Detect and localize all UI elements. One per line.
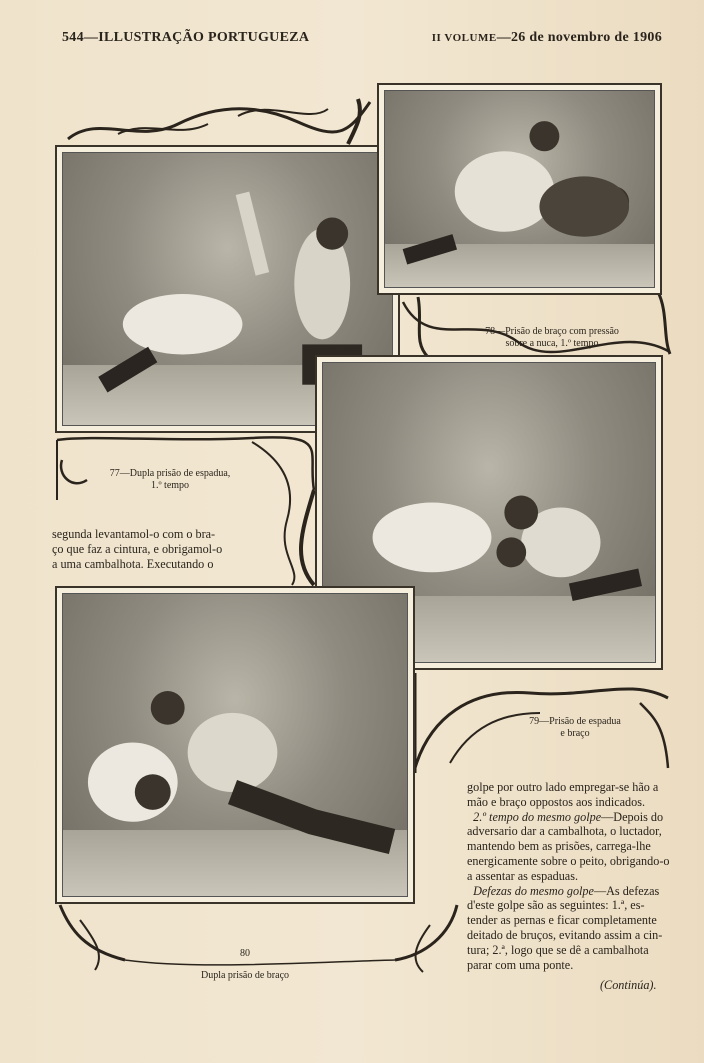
caption-79-line2: e braço: [560, 728, 590, 739]
body-fragment: —Depois do: [601, 809, 664, 824]
body-line: a assentar as espaduas.: [467, 868, 578, 883]
body-line: segunda levantamol-o com o bra-: [52, 527, 216, 541]
body-line: d'este golpe são as seguintes: 1.ª, es-: [467, 898, 645, 913]
body-line: a uma cambalhota. Executando o: [52, 556, 214, 571]
caption-80: Dupla prisão de braço: [200, 970, 290, 981]
body-line: golpe por outro lado empregar-se hão a: [467, 780, 659, 794]
caption-79-line1: 79—Prisão de espadua: [529, 716, 621, 727]
wrestlers-figure-icon: [63, 594, 407, 896]
body-text-left: [52, 527, 260, 571]
caption-77-line1: 77—Dupla prisão de espadua,: [109, 468, 231, 479]
issue-date: —26 de novembro de 1906: [496, 30, 662, 45]
body-line: tender as pernas e ficar completamente: [467, 913, 657, 928]
caption-78-line2: sobre a nuca, 1.º tempo: [505, 338, 599, 349]
caption-78: [452, 326, 652, 350]
body-line: mão e braço oppostos aos indicados.: [467, 794, 646, 809]
body-paragraph-2: [467, 810, 675, 825]
volume-label: II VOLUME: [431, 32, 497, 44]
photo-80: [55, 586, 415, 904]
caption-77: [80, 468, 260, 492]
body-line: deitado de bruços, evitando assim a cin-: [467, 927, 663, 942]
body-line: mantendo bem as prisões, carrega-lhe: [467, 839, 651, 854]
photo-78: [377, 83, 662, 295]
ornament-bottom: [55, 900, 465, 975]
body-paragraph-3: [467, 884, 675, 899]
body-line: parar com uma ponte.: [467, 957, 574, 972]
body-text-right: [467, 780, 675, 972]
body-line: ço que faz a cintura, e obrigamol-o: [52, 541, 223, 556]
subheading-defenses: Defezas do mesmo golpe: [473, 883, 594, 898]
page-header-date: [432, 30, 662, 46]
body-line: tura; 2.ª, logo que se dê a cambalhota: [467, 942, 649, 957]
caption-78-line1: 78—Prisão de braço com pressão: [485, 326, 619, 337]
continued-note: (Continúa).: [600, 978, 657, 992]
subheading-2nd-tempo: 2.º tempo do mesmo golpe: [473, 809, 602, 824]
body-fragment: —As defezas: [593, 883, 660, 898]
body-line: adversario dar a cambalhota, o luctador,: [467, 824, 662, 839]
caption-77-line2: 1.º tempo: [150, 480, 190, 491]
caption-79: [500, 716, 650, 740]
wrestlers-figure-icon: [385, 91, 654, 287]
body-line: energicamente sobre o peito, obrigando-o: [467, 853, 670, 868]
figure-80-number: 80: [240, 948, 250, 959]
page-header-title: 544—ILLUSTRAÇÃO PORTUGUEZA: [62, 30, 310, 45]
